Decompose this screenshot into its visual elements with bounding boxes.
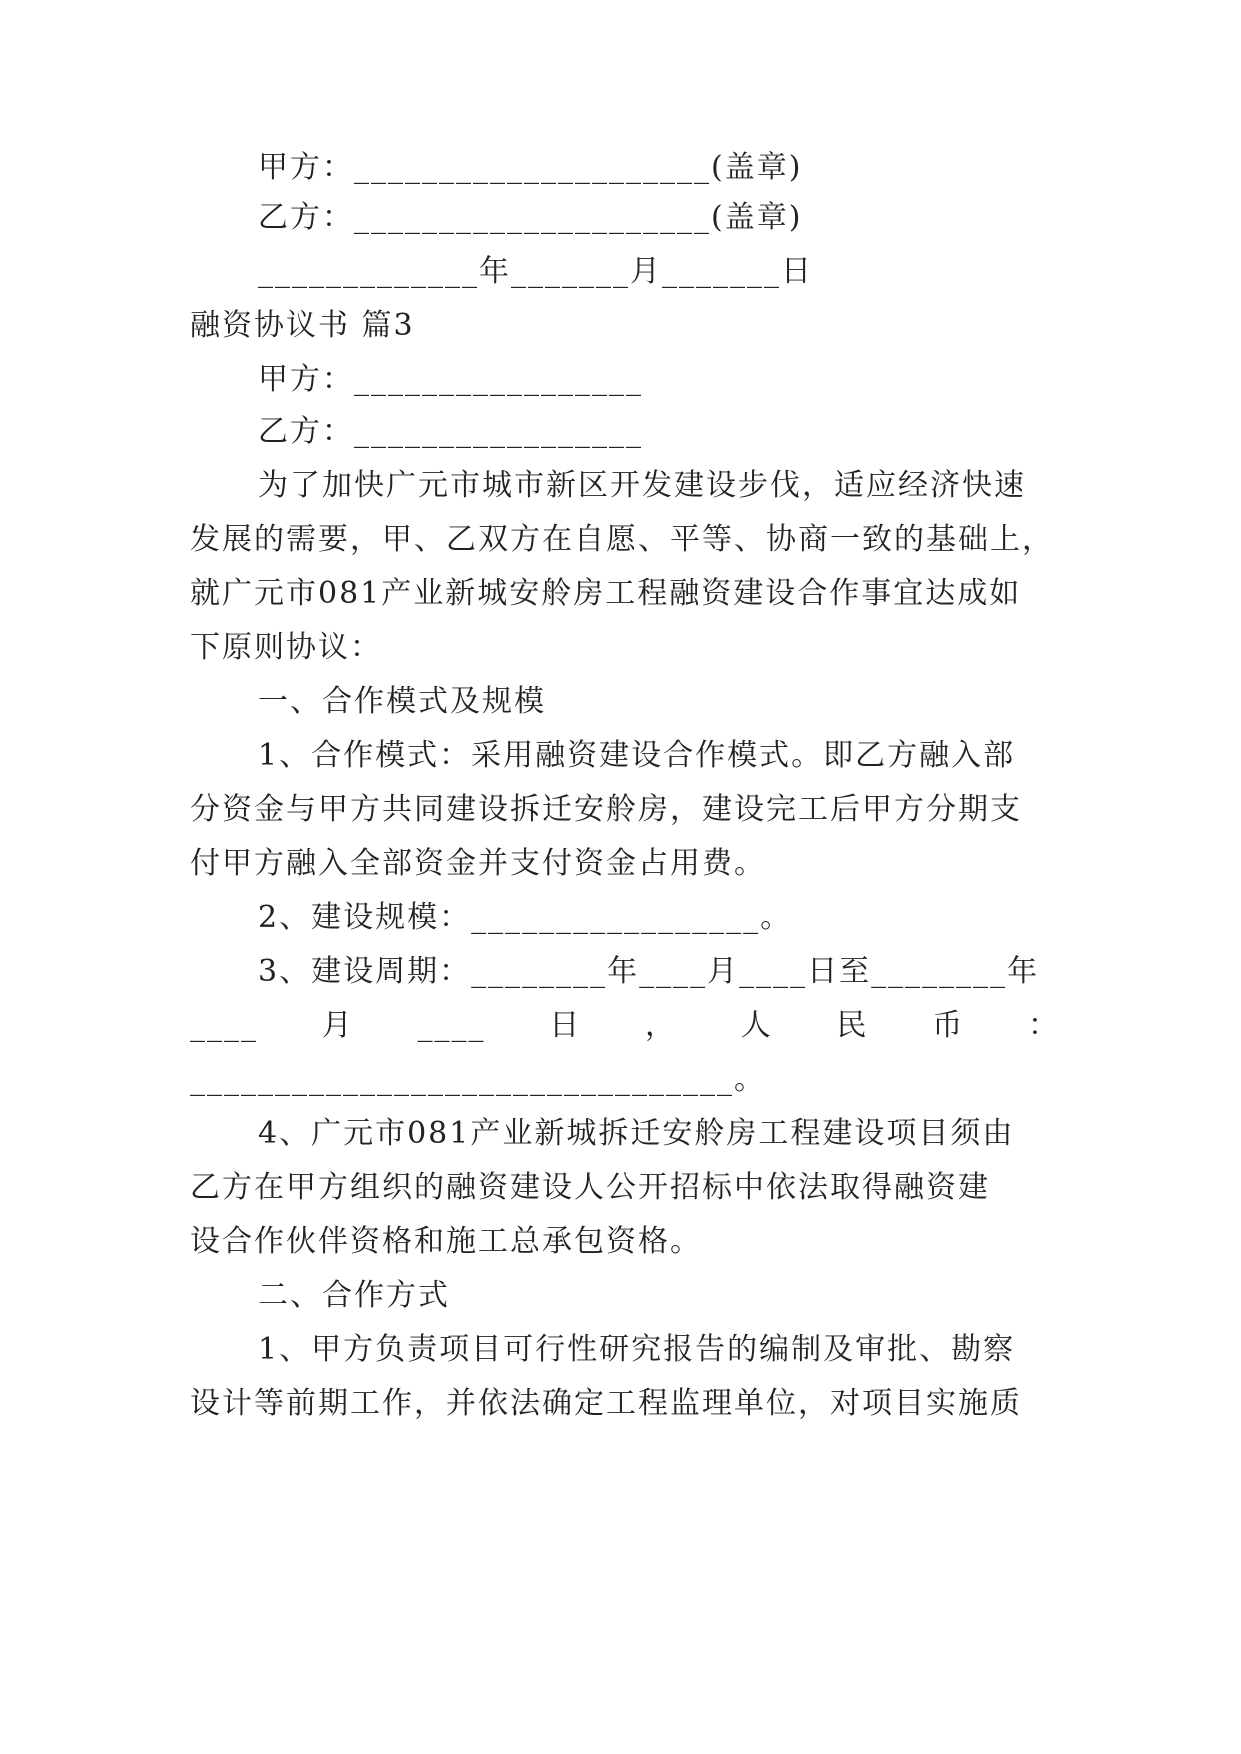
spread-token: ， — [645, 1008, 677, 1043]
spread-token: 月 — [321, 1008, 354, 1043]
date-line: _____________年_______月_______日 — [258, 254, 813, 289]
paragraph-line: 1、甲方负责项目可行性研究报告的编制及审批、勘察 — [258, 1332, 1016, 1367]
paragraph-line: 乙方在甲方组织的融资建设人公开招标中依法取得融资建 — [190, 1170, 990, 1205]
build-period-line: 3、建设周期：________年____月____日至________年 — [258, 954, 1040, 989]
party-b-line: 乙方：_________________ — [258, 414, 643, 449]
party-a-seal-line: 甲方：_____________________(盖章) — [258, 150, 803, 185]
amount-line: ________________________________。 — [190, 1062, 766, 1097]
spread-token: ： — [1028, 1008, 1060, 1043]
paragraph-line: 下原则协议： — [190, 630, 382, 665]
heading-two: 二、合作方式 — [258, 1278, 450, 1313]
paragraph-line: 付甲方融入全部资金并支付资金占用费。 — [190, 846, 766, 881]
spread-token: 币 — [932, 1008, 965, 1043]
party-b-seal-line: 乙方：_____________________(盖章) — [258, 200, 803, 235]
paragraph-line: 设计等前期工作，并依法确定工程监理单位，对项目实施质 — [190, 1386, 1022, 1421]
paragraph-line: 1、合作模式：采用融资建设合作模式。即乙方融入部 — [258, 738, 1016, 773]
heading-one: 一、合作模式及规模 — [258, 684, 546, 719]
spread-line — [190, 1006, 1060, 1046]
paragraph-line: 设合作伙伴资格和施工总承包资格。 — [190, 1224, 702, 1259]
party-a-line: 甲方：_________________ — [258, 362, 643, 397]
spread-token: 人 — [740, 1008, 773, 1043]
paragraph-line: 4、广元市081产业新城拆迁安舲房工程建设项目须由 — [258, 1116, 1015, 1151]
paragraph-line: 就广元市081产业新城安舲房工程融资建设合作事宜达成如 — [190, 576, 1022, 611]
spread-token: ____ — [190, 1008, 258, 1043]
spread-token: 民 — [836, 1008, 869, 1043]
spread-token: ____ — [417, 1008, 486, 1043]
paragraph-line: 发展的需要，甲、乙双方在自愿、平等、协商一致的基础上， — [190, 522, 1054, 557]
build-scale-line: 2、建设规模：_________________。 — [258, 900, 793, 935]
paragraph-line: 为了加快广元市城市新区开发建设步伐，适应经济快速 — [258, 468, 1026, 503]
section-title: 融资协议书 篇3 — [190, 308, 415, 343]
spread-token: 日 — [549, 1008, 582, 1043]
paragraph-line: 分资金与甲方共同建设拆迁安舲房，建设完工后甲方分期支 — [190, 792, 1022, 827]
